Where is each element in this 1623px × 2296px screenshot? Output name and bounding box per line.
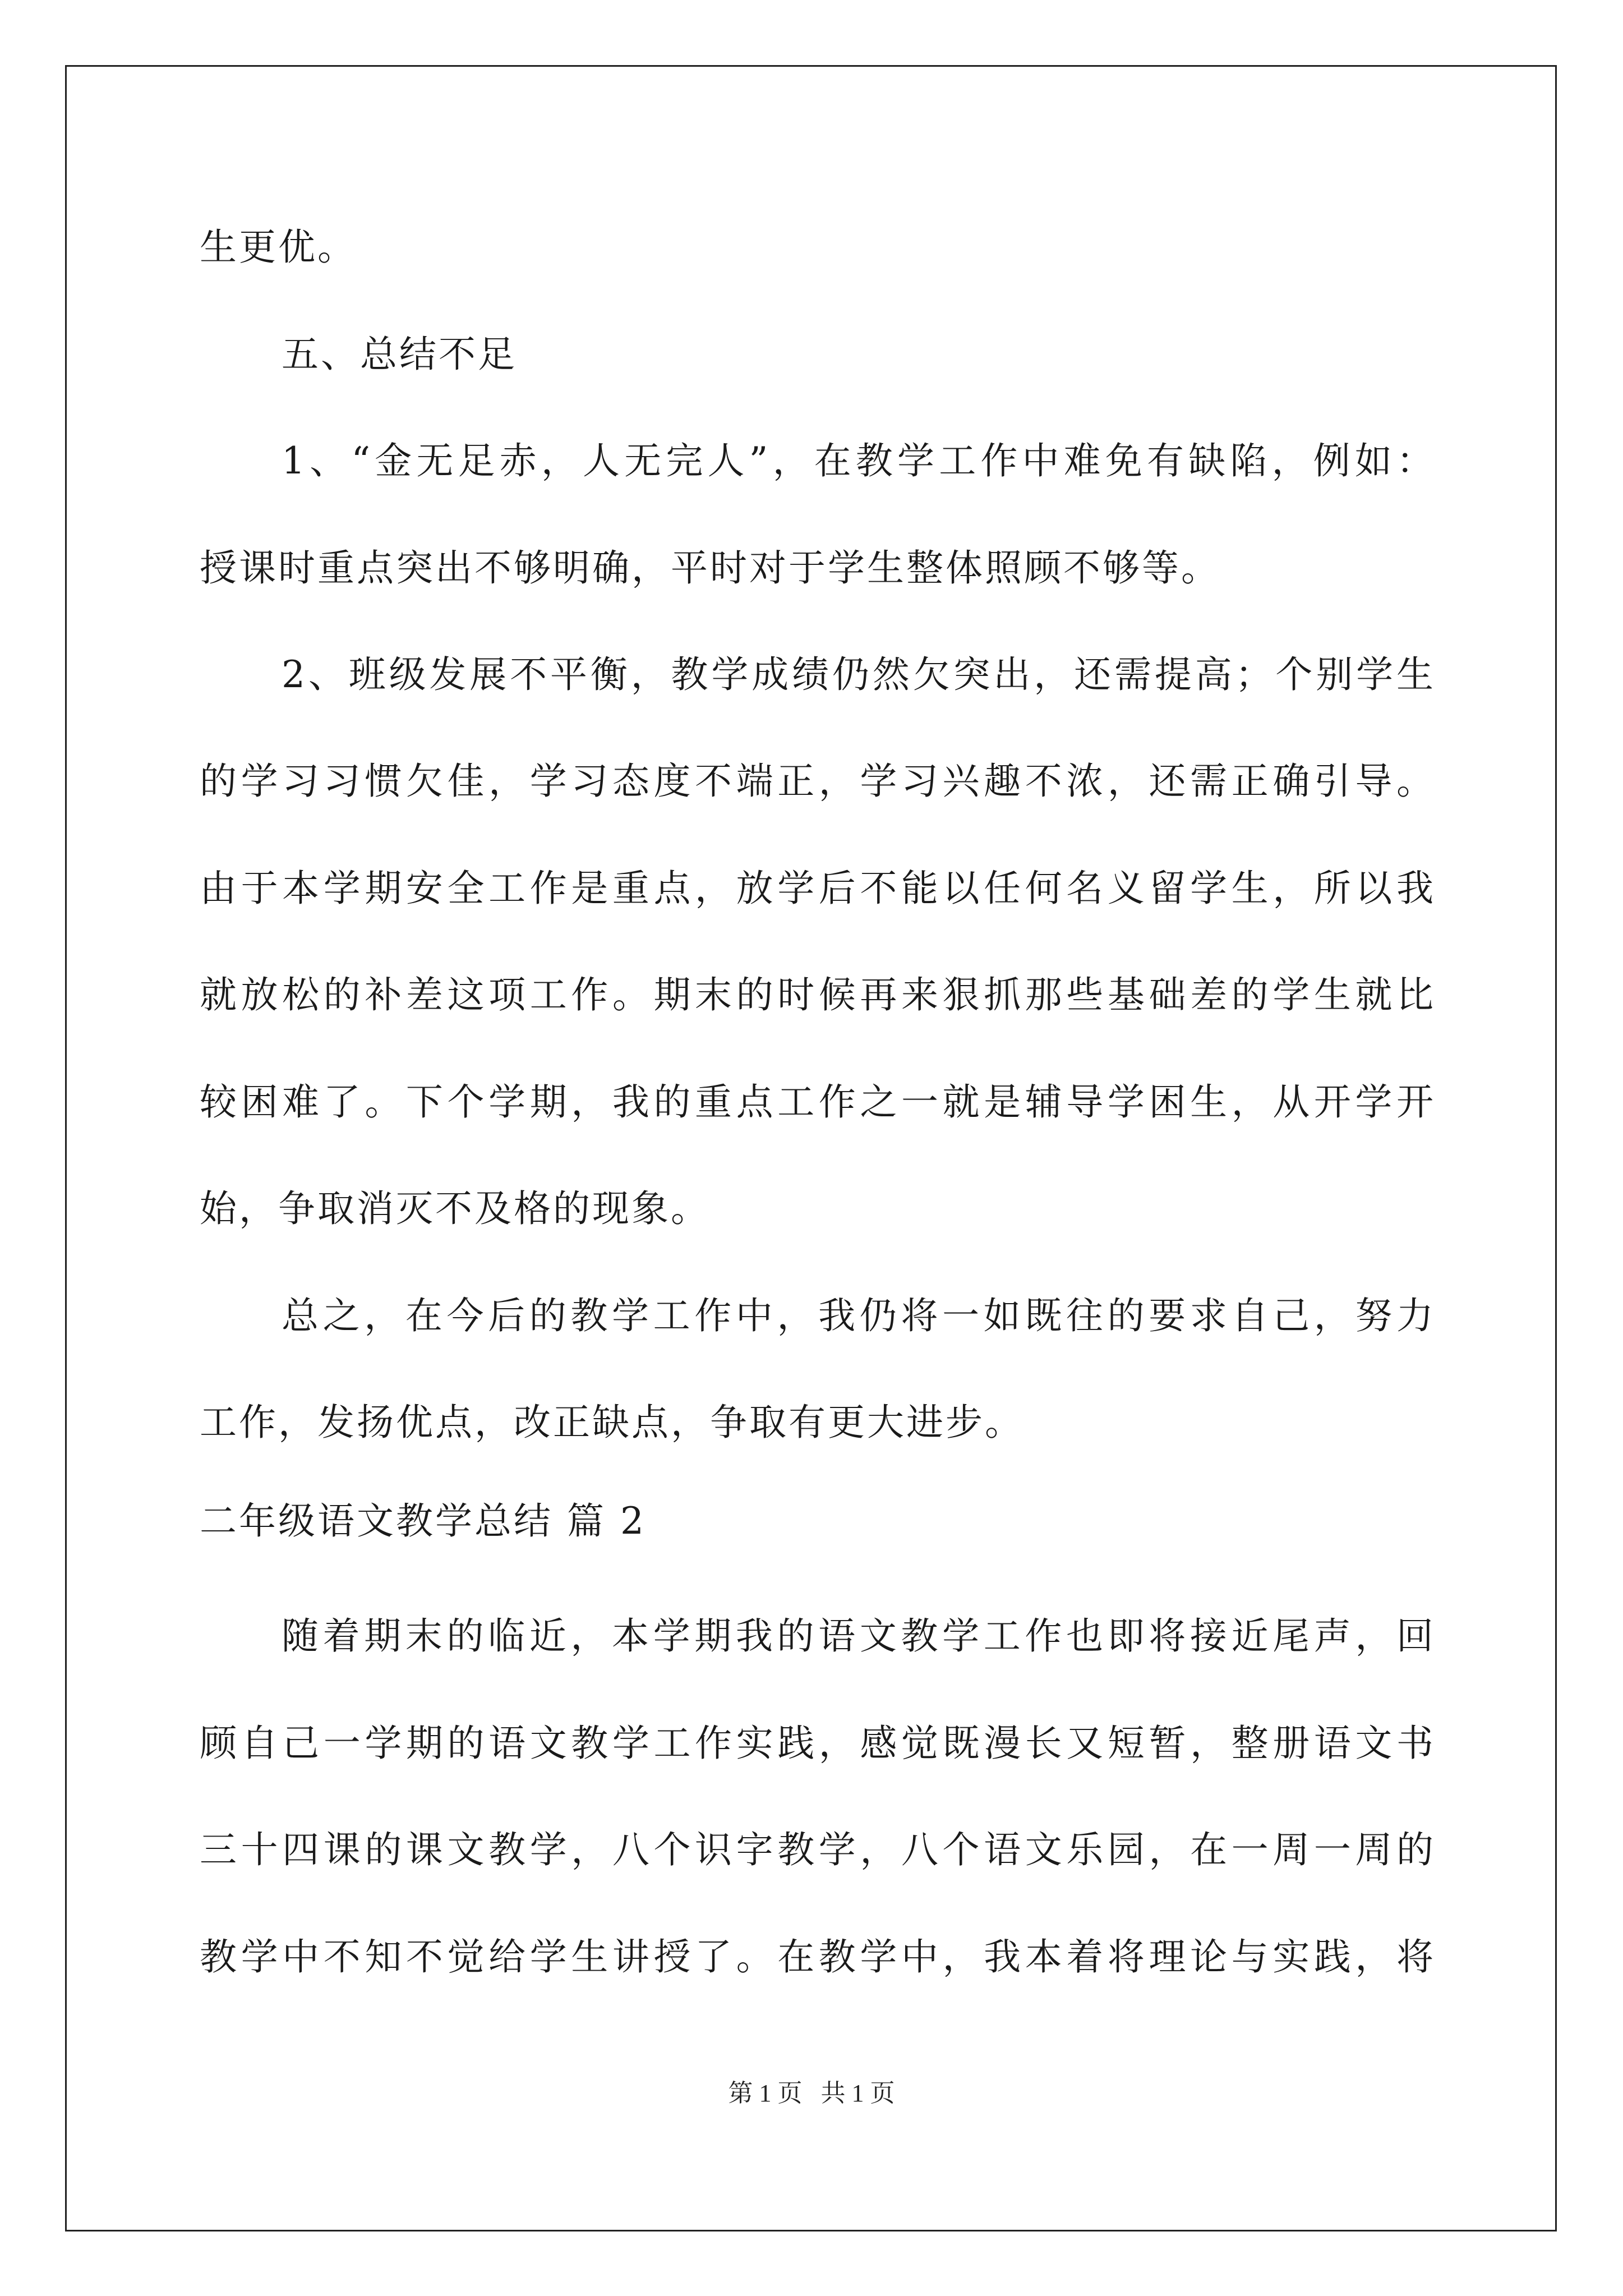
text-line-12: 工作，发扬优点，改正缺点，争取有更大进步。 [200,1401,1024,1444]
text-line-4: 授课时重点突出不够明确，平时对于学生整体照顾不够等。 [200,546,1220,590]
text-line-6: 的学习习惯欠佳，学习态度不端正，学习兴趣不浓，还需正确引导。 [200,760,1433,803]
text-line-16: 三十四课的课文教学，八个识字教学，八个语文乐园，在一周一周的 [200,1828,1433,1871]
text-line-15: 顾自己一学期的语文教学工作实践，感觉既漫长又短暂，整册语文书 [200,1722,1433,1765]
text-line-7: 由于本学期安全工作是重点，放学后不能以任何名义留学生，所以我 [200,867,1433,910]
text-line-11: 总之，在今后的教学工作中，我仍将一如既往的要求自己，努力 [282,1294,1433,1337]
text-line-8: 就放松的补差这项工作。期末的时候再来狠抓那些基础差的学生就比 [200,973,1433,1016]
text-line-10: 始，争取消灭不及格的现象。 [200,1187,710,1230]
text-line-3: 1、“金无足赤，人无完人”，在教学工作中难免有缺陷，例如： [282,439,1433,482]
text-line-1: 生更优。 [200,226,357,269]
section-heading-5: 五、总结不足 [282,333,517,376]
text-line-5: 2、班级发展不平衡，教学成绩仍然欠突出，还需提高；个别学生 [282,653,1433,696]
page-border [65,65,1557,2231]
text-line-9: 较困难了。下个学期，我的重点工作之一就是辅导学困生，从开学开 [200,1080,1433,1124]
article-heading: 二年级语文教学总结 篇 2 [200,1499,646,1543]
page-footer: 第 1 页 共 1 页 [728,2079,895,2107]
text-line-14: 随着期末的临近，本学期我的语文教学工作也即将接近尾声，回 [282,1614,1433,1658]
text-line-17: 教学中不知不觉给学生讲授了。在教学中，我本着将理论与实践，将 [200,1935,1433,1978]
